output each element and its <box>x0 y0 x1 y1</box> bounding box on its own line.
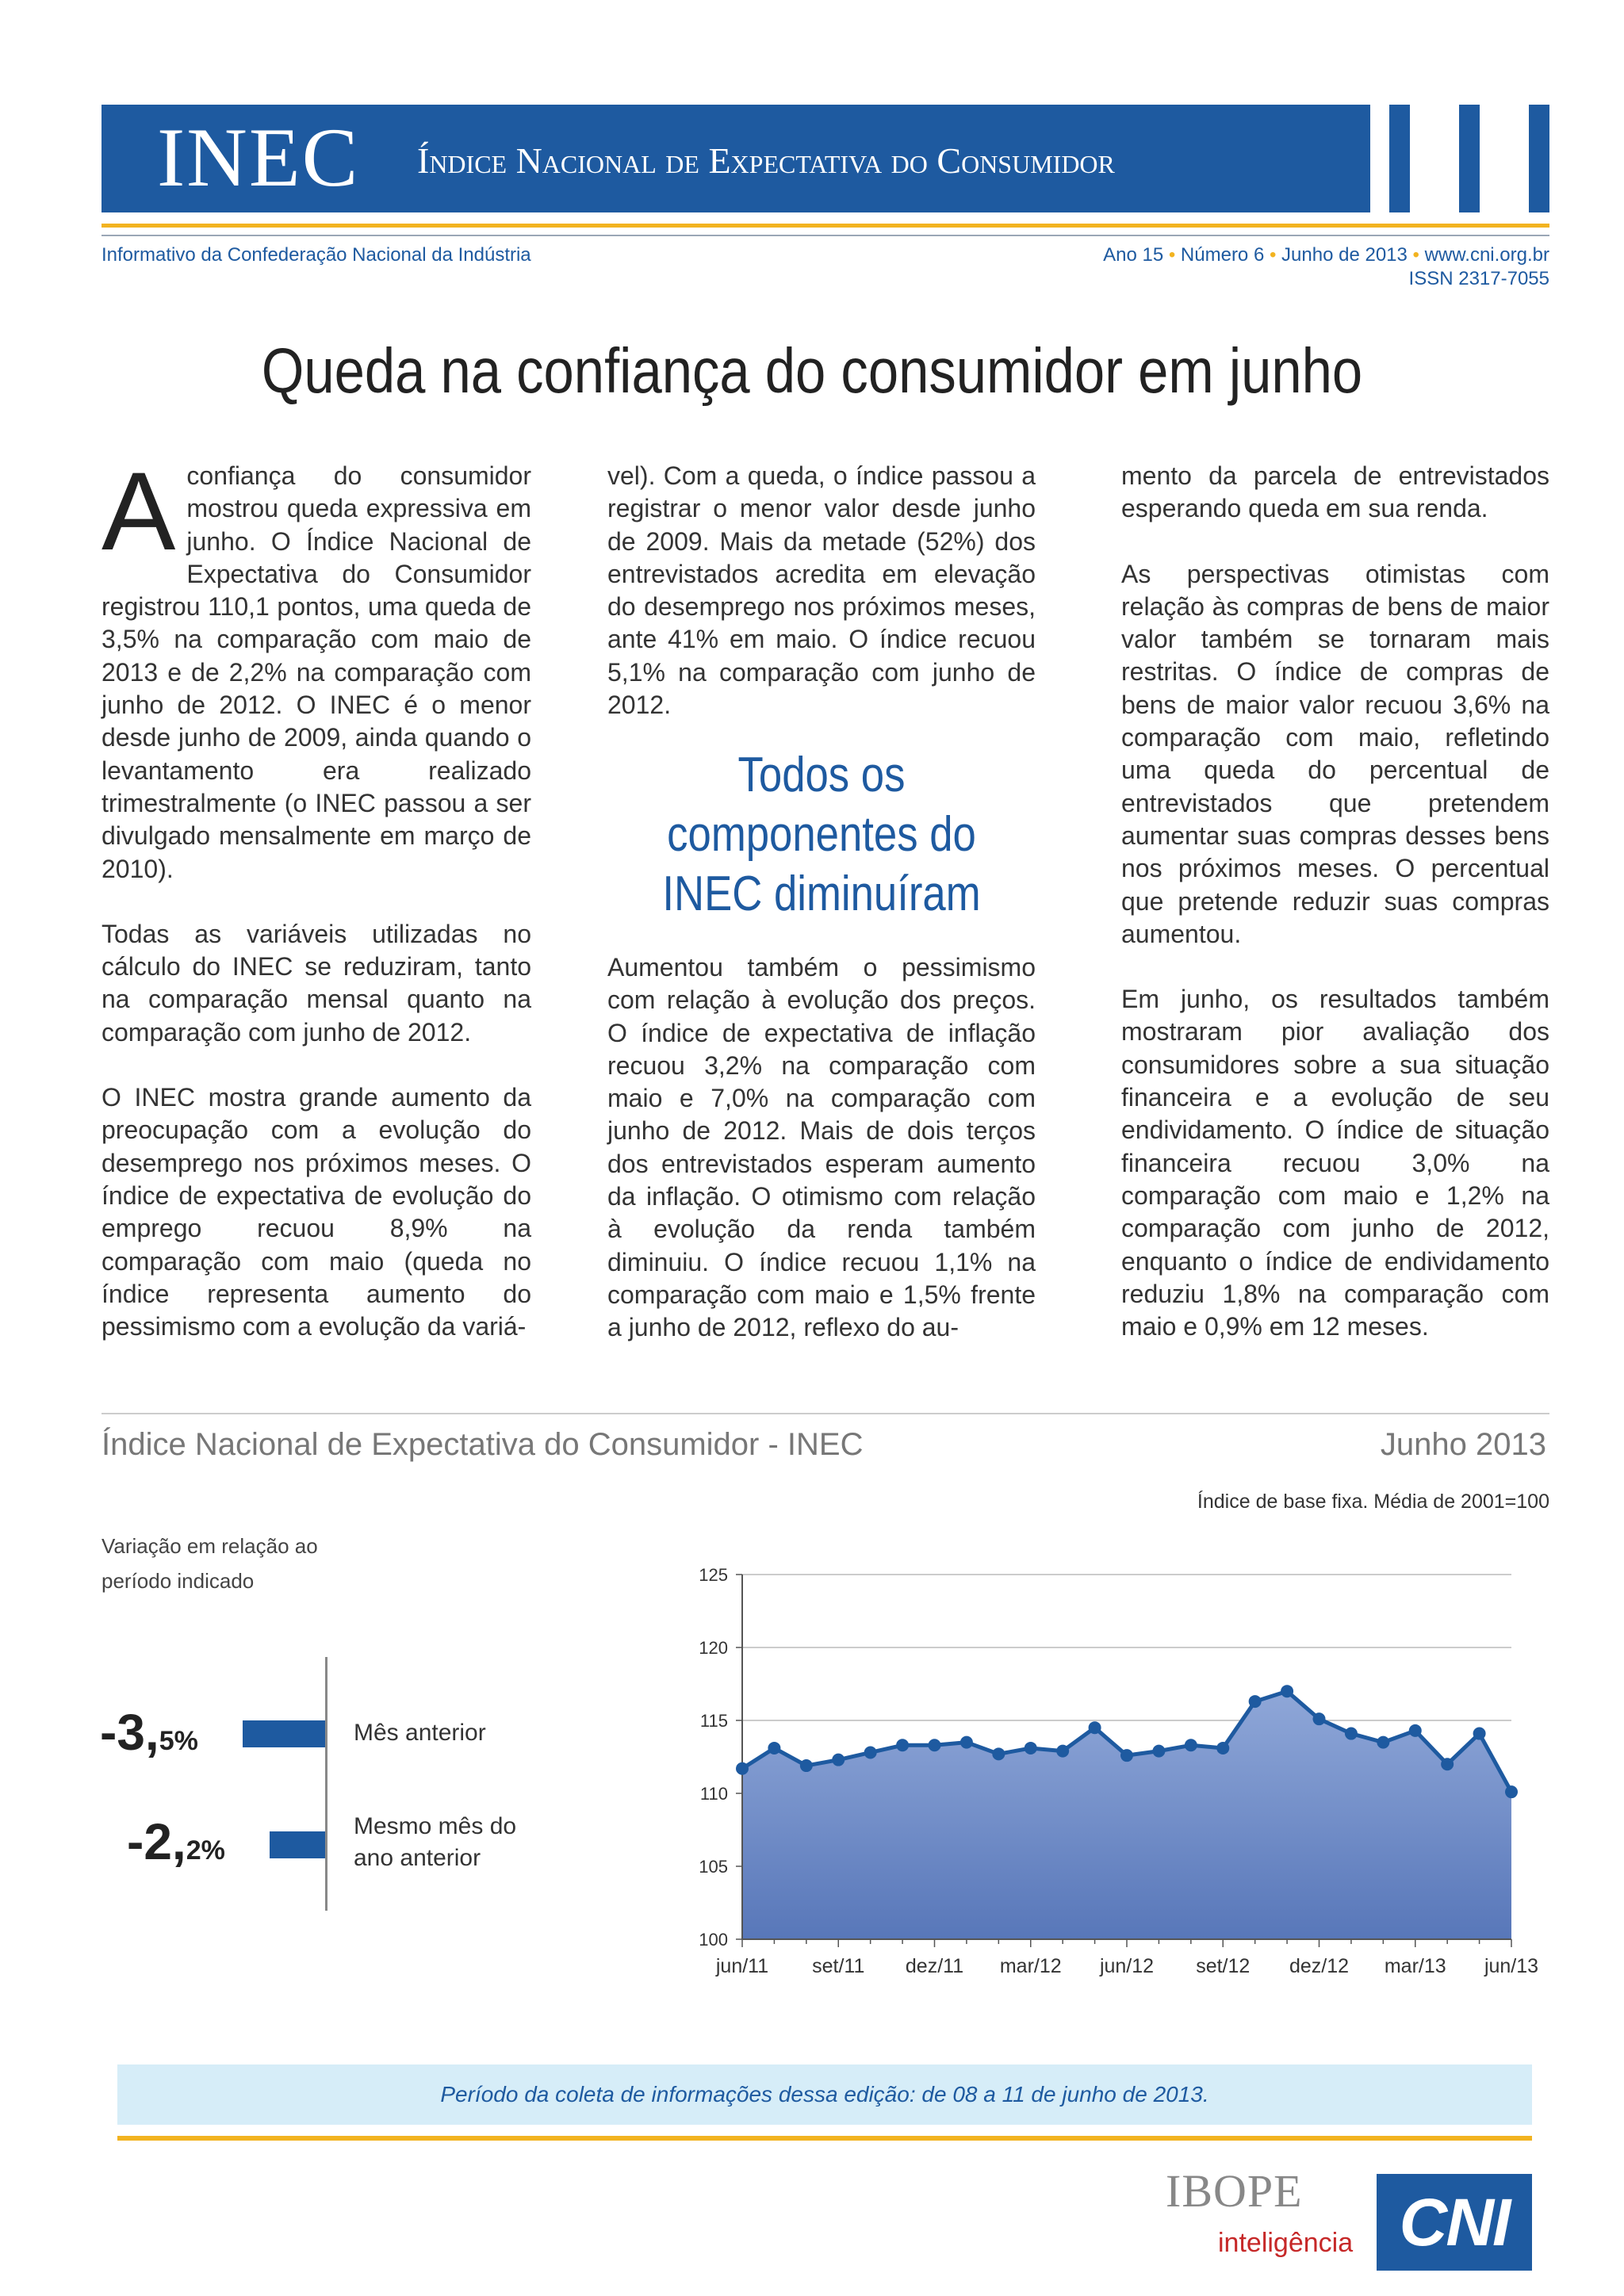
edition-line <box>1031 244 1549 266</box>
data-point <box>1216 1742 1229 1755</box>
variation-year-value: -2,2% <box>127 1813 225 1870</box>
page-title: Queda na confiança do consumidor em junho <box>261 335 1363 406</box>
series-area <box>742 1691 1511 1939</box>
banner-stripe <box>1459 105 1480 212</box>
article-paragraph: vel). Com a queda, o índice passou a registrar o menor valor desde junho de 2009. Mais da metade (52%) dos entrevistados acredita em elevação do desemprego nos próximos meses, ante 41% em maio. O índice recuou 5,1% na comparação com junho de 2012. <box>607 461 1036 720</box>
data-point <box>1313 1712 1326 1725</box>
data-point <box>1409 1724 1422 1737</box>
data-point <box>992 1747 1005 1760</box>
data-point <box>1441 1758 1454 1770</box>
article-column-2b <box>607 951 1036 1377</box>
article-paragraph: Em junho, os resultados também mostraram pior avaliação dos consumidores sobre a sua situação financeira e a evolução de seu endividamento. O índice de situação financeira recuou 3,0% na comparação com maio e 1,2% na comparação com junho de 2012, enquanto o índice de endividamento reduziu 1,8% na comparação com maio e 0,9% em 12 meses. <box>1121 985 1549 1341</box>
data-point <box>832 1754 845 1766</box>
drop-cap: A <box>102 449 176 573</box>
cni-logo-text: CNI <box>1399 2185 1510 2260</box>
variation-month-label: Mês anterior <box>354 1720 486 1746</box>
data-point <box>1185 1739 1197 1751</box>
y-tick-label: 100 <box>699 1930 728 1950</box>
section-subheading: Todos os componentes do INEC diminuíram <box>662 748 981 921</box>
period-box <box>117 2064 1532 2125</box>
x-tick-label: mar/13 <box>1384 1955 1446 1977</box>
period-text: Período da coleta de informações dessa edição: de 08 a 11 de junho de 2013. <box>440 2082 1209 2107</box>
website-link[interactable]: www.cni.org.br <box>1424 244 1549 266</box>
ibope-inteligencia: inteligência <box>1218 2228 1354 2258</box>
data-point <box>1089 1721 1101 1734</box>
inec-logo: INEC <box>157 111 360 204</box>
header-grey-rule <box>102 235 1549 236</box>
edition-number: Número 6 <box>1180 244 1265 266</box>
data-point <box>1473 1728 1486 1740</box>
chart-base-note: Índice de base fixa. Média de 2001=100 <box>1197 1490 1549 1513</box>
x-tick-label: mar/12 <box>999 1955 1062 1977</box>
variation-axis <box>325 1657 327 1911</box>
x-tick-label: dez/11 <box>905 1955 964 1977</box>
article-column-2 <box>607 460 1036 754</box>
data-point <box>1505 1785 1518 1798</box>
edition-date: Junho de 2013 <box>1281 244 1408 266</box>
article-paragraph: Todas as variáveis utilizadas no cálculo do INEC se reduziram, tanto na comparação mensal quanto na comparação com junho de 2012. <box>102 919 531 1047</box>
variation-month-value: -3,5% <box>100 1704 198 1761</box>
bullet-dot: • <box>1168 244 1176 266</box>
article-paragraph: Aumentou também o pessimismo com relação à evolução dos preços. O índice de expectativa de inflação recuou 3,2% na comparação com maio e 7,0% na comparação com junho de 2012. Mais de dois terços dos entrevistados esperam aumento da inflação. O otimismo com relação à evolução da renda também diminuiu. O índice recuou 1,1% na comparação com maio e 1,5% frente a junho de 2012, reflexo do au- <box>607 953 1036 1342</box>
x-tick-label: jun/12 <box>1099 1955 1155 1977</box>
variation-label: Variação em relação ao período indicado <box>102 1534 318 1593</box>
issn: ISSN 2317-7055 <box>1408 268 1549 289</box>
x-tick-label: dez/12 <box>1289 1955 1350 1977</box>
data-point <box>1281 1685 1293 1697</box>
y-tick-label: 125 <box>699 1565 728 1585</box>
x-tick-label: jun/13 <box>1484 1955 1539 1977</box>
article-paragraph: Aconfiança do consumidor mostrou queda expressiva em junho. O Índice Nacional de Expectativa do Consumidor registrou 110,1 pontos, uma queda de 3,5% na comparação com maio de 2013 e de 2,2% na comparação com junho de 2012. O INEC é o menor desde junho de 2009, ainda quando o levantamento era realizado trimestralmente (o INEC passou a ser divulgado mensalmente em março de 2010). <box>102 449 531 883</box>
data-point <box>1120 1749 1133 1762</box>
chart-section-title: Índice Nacional de Expectativa do Consumidor - INEC <box>102 1427 864 1462</box>
y-tick-label: 120 <box>699 1638 728 1658</box>
data-point <box>1025 1742 1037 1755</box>
data-point <box>768 1742 780 1755</box>
y-tick-label: 110 <box>699 1784 728 1804</box>
data-point <box>929 1739 941 1751</box>
data-point <box>1249 1695 1262 1708</box>
variation-year-bar <box>270 1831 325 1858</box>
section-rule <box>102 1413 1549 1414</box>
banner-stripe <box>1389 105 1410 212</box>
data-point <box>896 1739 909 1751</box>
x-tick-label: set/12 <box>1196 1955 1251 1977</box>
ibope-logo: IBOPE <box>1166 2165 1303 2217</box>
variation-month-bar <box>243 1720 325 1747</box>
data-point <box>1345 1728 1358 1740</box>
bullet-dot: • <box>1269 244 1277 266</box>
y-tick-label: 115 <box>699 1711 728 1731</box>
header-gold-rule <box>102 224 1549 228</box>
data-point <box>1056 1745 1069 1758</box>
edition-year: Ano 15 <box>1103 244 1164 266</box>
footer-gold-rule <box>117 2136 1532 2141</box>
x-tick-label: set/11 <box>812 1955 865 1977</box>
data-point <box>800 1759 813 1772</box>
article-paragraph: As perspectivas otimistas com relação às compras de bens de maior valor também se tornaram mais restritas. O índice de compras de bens de maior valor recuou 3,6% na comparação com maio, refletindo uma queda do percentual de entrevistados que pretendem aumentar suas compras desses bens nos próximos meses. O percentual que pretende reduzir suas compras aumentou. <box>1121 559 1549 948</box>
header-banner <box>102 105 1370 212</box>
banner-title: Índice Nacional de Expectativa do Consumidor <box>417 140 1115 181</box>
data-point <box>1152 1745 1165 1758</box>
y-tick-label: 105 <box>699 1857 728 1877</box>
publisher-line: Informativo da Confederação Nacional da Indústria <box>102 244 531 266</box>
article-paragraph: mento da parcela de entrevistados esperando queda em sua renda. <box>1121 461 1549 523</box>
variation-year-label: Mesmo mês do ano anterior <box>354 1813 517 1871</box>
article-paragraph: O INEC mostra grande aumento da preocupação com a evolução do desemprego nos próximos meses. O índice de expectativa de evolução do emprego recuou 8,9% na comparação com maio (queda no índice representa aumento do pessimismo com a evolução da variá- <box>102 1083 531 1341</box>
data-point <box>864 1746 877 1758</box>
x-tick-label: jun/11 <box>715 1955 769 1977</box>
bullet-dot: • <box>1412 244 1419 266</box>
banner-stripe <box>1529 105 1549 212</box>
data-point <box>960 1736 973 1749</box>
data-point <box>1377 1736 1389 1749</box>
inec-line-chart <box>682 1554 1554 1998</box>
article-column-3 <box>1121 460 1549 1376</box>
data-point <box>736 1762 749 1775</box>
article-column-1 <box>102 449 531 1376</box>
cni-logo <box>1377 2174 1532 2271</box>
chart-section-date: Junho 2013 <box>1380 1427 1546 1462</box>
